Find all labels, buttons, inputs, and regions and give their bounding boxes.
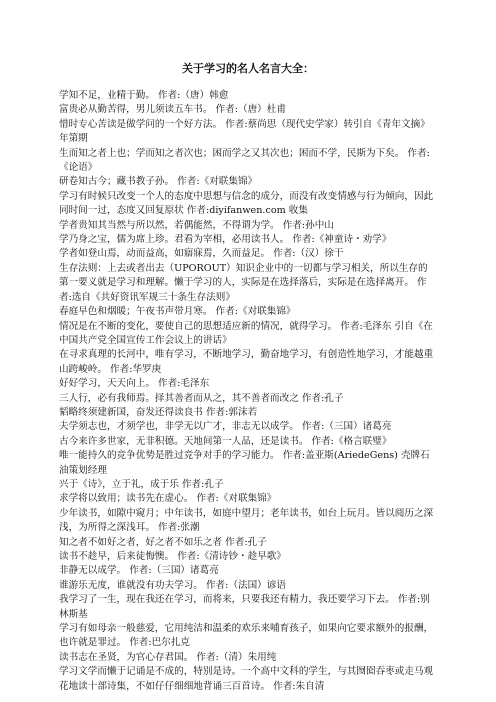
- quote-paragraph: 学者贵知其当然与所以然，若偶能然，不得谓为学。 作者:孙中山: [59, 219, 334, 231]
- quote-paragraph: 学习文学而懒于记诵是不成的，特别是诗。一个高中文科的学生，与其囫囵吞枣或走马观花地读十部诗集，不如仔仔细细地背诵三百首诗。 作者:朱自清: [59, 666, 434, 692]
- quote-paragraph: 学习有时候只改变一个人的态度中思想与信念的成分，而没有改变情感与行为倾向，因此同时间一过，态度又回复原状 作者:diyifanwen.com 收集: [59, 190, 434, 217]
- quote-paragraph: 学乃身之宝，儒为席上珍。君看为宰相，必用读书人。 作者:《神童诗・劝学》: [59, 234, 392, 246]
- quote-paragraph: 研卷知古今；藏书教子孙。 作者:《对联集锦》: [59, 176, 258, 188]
- quote-paragraph: 兴于《诗》，立于礼，成于乐 作者:孔子: [59, 478, 224, 490]
- quote-paragraph: 学者如登山焉，动而益高，如寤寐焉，久而益足。 作者:（汉）徐干: [59, 248, 344, 260]
- quote-paragraph: 在寻求真理的长河中，唯有学习，不断地学习，勤奋地学习，有创造性地学习，才能越重山跨峻岭。 作者:华罗庚: [59, 349, 434, 375]
- quote-paragraph: 谁游乐无度，谁就没有功夫学习。 作者:（法国）谚语: [59, 579, 286, 591]
- quote-paragraph: 非静无以成学。 作者:（三国）诸葛亮: [59, 565, 219, 577]
- quote-paragraph: 知之者不如好之者，好之者不如乐之者 作者:孔子: [59, 536, 267, 548]
- quote-paragraph: 生存法则：上去或者出去（UPOROUT）知识企业中的一切都与学习相关，所以生存的第一要义就是学习和理解。懒于学习的人，实际是在选择落后，实际是在选择离开。 作者:选自《共好资讯军规三十条生存法则》: [59, 262, 428, 303]
- quote-paragraph: 春庭早色和烟暖；午夜书声带月寒。 作者:《对联集锦》: [59, 306, 296, 318]
- quote-paragraph: 少年读书，如隙中窥月；中年读书，如庭中望月；老年读书，如台上玩月。皆以阅历之深浅，为所得之深浅耳。 作者:张潮: [59, 507, 434, 534]
- quote-paragraph: 读书志在圣贤，为官心存君国。 作者:（清）朱用纯: [59, 651, 277, 663]
- page-title: 关于学习的名人名言大全：: [182, 62, 314, 75]
- quote-paragraph: 唯一能持久的竞争优势是胜过竞争对手的学习能力。 作者:盖亚斯(AriedeGens) 壳牌石油策划经理: [59, 450, 430, 476]
- quote-paragraph: 求学将以致用；读书先在虚心。 作者:《对联集锦》: [59, 493, 277, 505]
- quote-paragraph: 富贵必从勤苦得，男儿须读五车书。 作者:（唐）杜甫: [59, 104, 286, 116]
- quote-paragraph: 好好学习，天天向上。 作者:毛泽东: [59, 378, 210, 390]
- quote-paragraph: 学习有如母亲一般慈爱，它用纯洁和温柔的欢乐来哺育孩子，如果向它要求额外的报酬，也许就是罪过。 作者:巴尔扎克: [59, 623, 434, 649]
- quote-paragraph: 学知不足，业精于勤。 作者:（唐）韩愈: [59, 90, 229, 101]
- quote-list: [59, 89, 437, 694]
- quote-paragraph: 韬略终须建新国，奋发还得读良书 作者:郭沫若: [59, 406, 258, 418]
- quote-paragraph: 情况是在不断的变化，要使自己的思想适应新的情况，就得学习。 作者:毛泽东 引自《在中国共产党全国宣传工作会议上的讲话》: [59, 320, 433, 346]
- quote-paragraph: 惜时专心苦读是做学问的一个好方法。 作者:蔡尚思（现代史学家）转引自《青年文摘》年第期: [59, 118, 430, 145]
- quote-paragraph: 夫学须志也，才须学也，非学无以广才，非志无以成学。 作者:（三国）诸葛亮: [59, 421, 392, 433]
- quote-paragraph: 读书不趁早，后来徒悔懊。 作者:《清诗钞・趁早歌》: [59, 551, 286, 562]
- quote-paragraph: 生而知之者上也；学而知之者次也；困而学之又其次也；困而不学，民斯为下矣。 作者:《论语》: [59, 147, 430, 174]
- quote-paragraph: 我学习了一生，现在我还在学习，而将来，只要我还有精力，我还要学习下去。 作者:别林斯基: [59, 594, 430, 620]
- quote-paragraph: 三人行，必有我师焉。择其善者而从之，其不善者而改之 作者:孔子: [59, 392, 344, 404]
- quote-paragraph: 古今来许多世家，无非积德。天地间第一人品，还是读书。 作者:《格言联璧》: [59, 435, 392, 447]
